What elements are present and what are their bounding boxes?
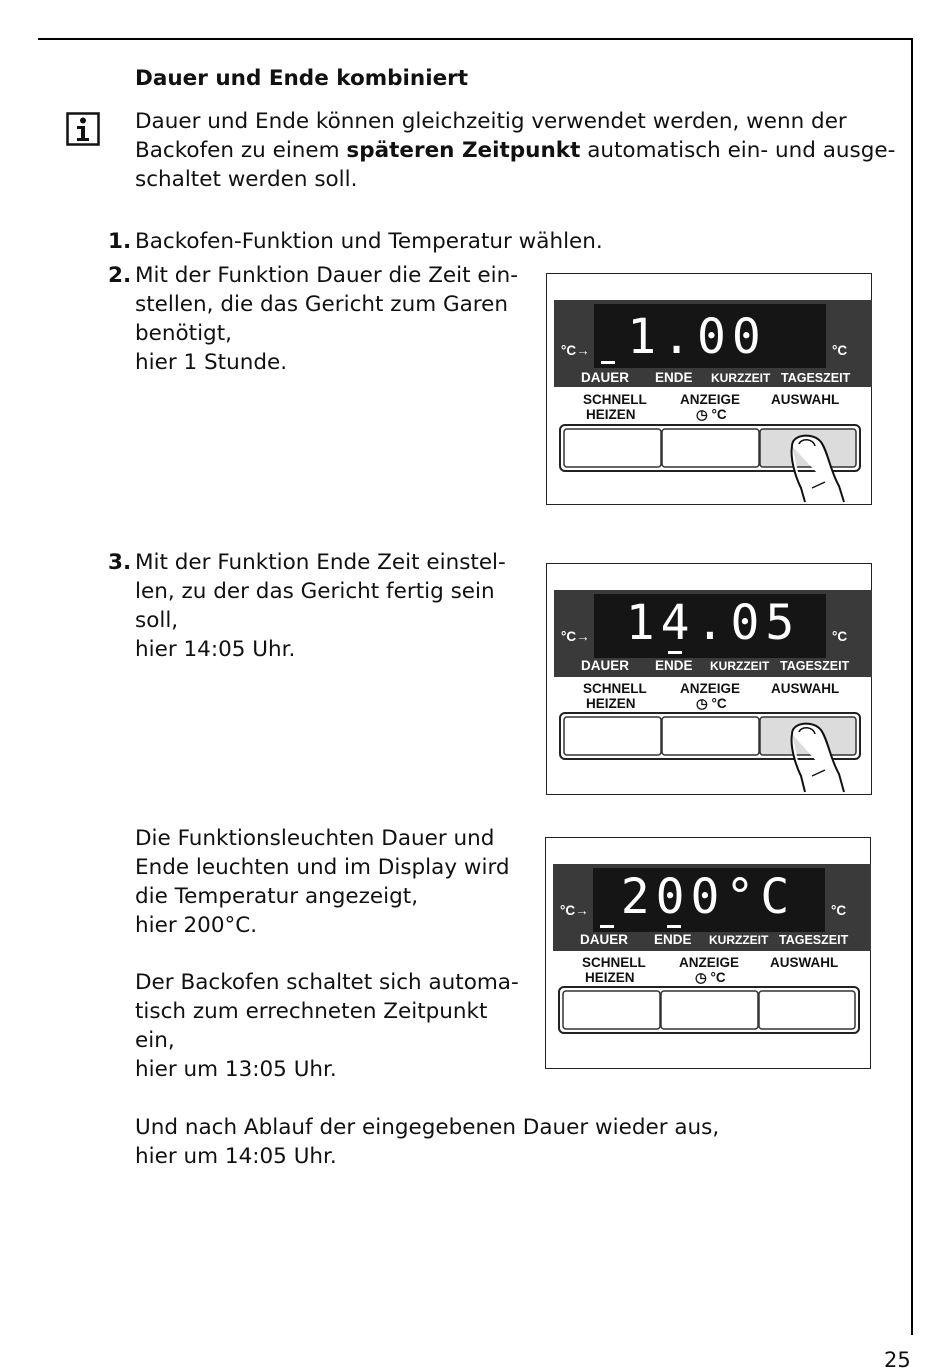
label-ende: ENDE — [655, 370, 693, 385]
label-ende: ENDE — [655, 658, 693, 673]
intro-line-3: schaltet werden soll. — [135, 167, 358, 192]
section-heading: Dauer und Ende kombiniert — [135, 66, 469, 91]
schnellheizen-button[interactable] — [563, 991, 660, 1029]
label-tageszeit: TAGESZEIT — [779, 933, 849, 947]
step-number: 3. — [108, 550, 132, 575]
label-anzeige: ANZEIGE — [679, 955, 740, 970]
ende-indicator — [667, 925, 681, 928]
ende-indicator — [668, 651, 682, 654]
auto-end-paragraph: Und nach Ablauf der eingegebenen Dauer wieder aus, hier um 14:05 Uhr. — [135, 1115, 720, 1169]
intro-text — [135, 107, 895, 194]
step-3-text: Mit der Funktion Ende Zeit einstel- len, zu der das Gericht fertig sein soll, hier 14:05 Uhr. — [135, 550, 506, 662]
auto-start-paragraph: Der Backofen schaltet sich automa- tisch zum errechneten Zeitpunkt ein, hier um 13:05 Uhr. — [135, 970, 519, 1082]
control-panel-duration — [546, 273, 872, 505]
display-value: 14.05 — [625, 595, 801, 651]
label-heizen: HEIZEN — [585, 970, 635, 985]
step-1-text: Backofen-Funktion und Temperatur wählen. — [135, 229, 603, 254]
page-frame-top — [38, 38, 913, 40]
label-kurzzeit: KURZZEIT — [709, 933, 769, 947]
schnellheizen-button[interactable] — [564, 429, 661, 467]
clock-celsius-icon: ◷ °C — [696, 696, 727, 711]
dauer-indicator — [600, 925, 614, 928]
label-dauer: DAUER — [581, 658, 630, 673]
panel-illustration — [547, 274, 873, 506]
dauer-indicator — [601, 361, 615, 364]
anzeige-button[interactable] — [662, 429, 759, 467]
emphasis-later-time: späteren Zeitpunkt — [346, 138, 581, 163]
label-schnell: SCHNELL — [583, 681, 647, 696]
page-number: 25 — [884, 1348, 911, 1372]
display-value: 200°C — [620, 869, 796, 925]
panel-illustration — [546, 838, 872, 1070]
label-tageszeit: TAGESZEIT — [780, 659, 850, 673]
intro-line-1: Dauer und Ende können gleichzeitig verwendet werden, wenn der — [135, 109, 847, 134]
lights-paragraph: Die Funktionsleuchten Dauer und Ende leuchten und im Display wird die Temperatur angezeigt, hier 200°C. — [135, 826, 510, 938]
label-dauer: DAUER — [581, 370, 630, 385]
schnellheizen-button[interactable] — [564, 717, 661, 755]
panel-illustration — [547, 564, 873, 796]
label-auswahl: AUSWAHL — [771, 681, 840, 696]
label-auswahl: AUSWAHL — [770, 955, 839, 970]
step-number: 2. — [108, 263, 132, 288]
auswahl-button[interactable] — [759, 991, 855, 1029]
oven-heat-icon: °C→ — [561, 629, 590, 644]
step-2-text: Mit der Funktion Dauer die Zeit ein- stellen, die das Gericht zum Garen benötigt, hier 1 Stunde. — [135, 263, 518, 375]
oven-heat-icon: °C→ — [560, 903, 589, 918]
label-dauer: DAUER — [580, 932, 629, 947]
control-panel-temperature — [545, 837, 871, 1069]
step-number: 1. — [108, 229, 132, 254]
label-schnell: SCHNELL — [582, 955, 646, 970]
control-panel-end — [546, 563, 872, 795]
clock-celsius-icon: ◷ °C — [696, 407, 727, 422]
celsius-icon: °C — [832, 629, 848, 644]
label-kurzzeit: KURZZEIT — [710, 659, 770, 673]
label-auswahl: AUSWAHL — [771, 392, 840, 407]
anzeige-button[interactable] — [662, 717, 759, 755]
label-heizen: HEIZEN — [586, 696, 636, 711]
info-icon — [66, 112, 100, 146]
page-frame-right — [911, 38, 913, 1335]
label-anzeige: ANZEIGE — [680, 681, 741, 696]
label-anzeige: ANZEIGE — [680, 392, 741, 407]
celsius-icon: °C — [832, 343, 848, 358]
label-kurzzeit: KURZZEIT — [711, 371, 771, 385]
anzeige-button[interactable] — [661, 991, 758, 1029]
oven-heat-icon: °C→ — [561, 343, 590, 358]
intro-line-2: Backofen zu einem späteren Zeitpunkt automatisch ein- und ausge- — [135, 138, 896, 163]
label-heizen: HEIZEN — [586, 407, 636, 422]
label-ende: ENDE — [654, 932, 692, 947]
label-schnell: SCHNELL — [583, 392, 647, 407]
display-value: 1.00 — [627, 309, 767, 365]
clock-celsius-icon: ◷ °C — [695, 970, 726, 985]
label-tageszeit: TAGESZEIT — [781, 371, 851, 385]
celsius-icon: °C — [831, 903, 847, 918]
